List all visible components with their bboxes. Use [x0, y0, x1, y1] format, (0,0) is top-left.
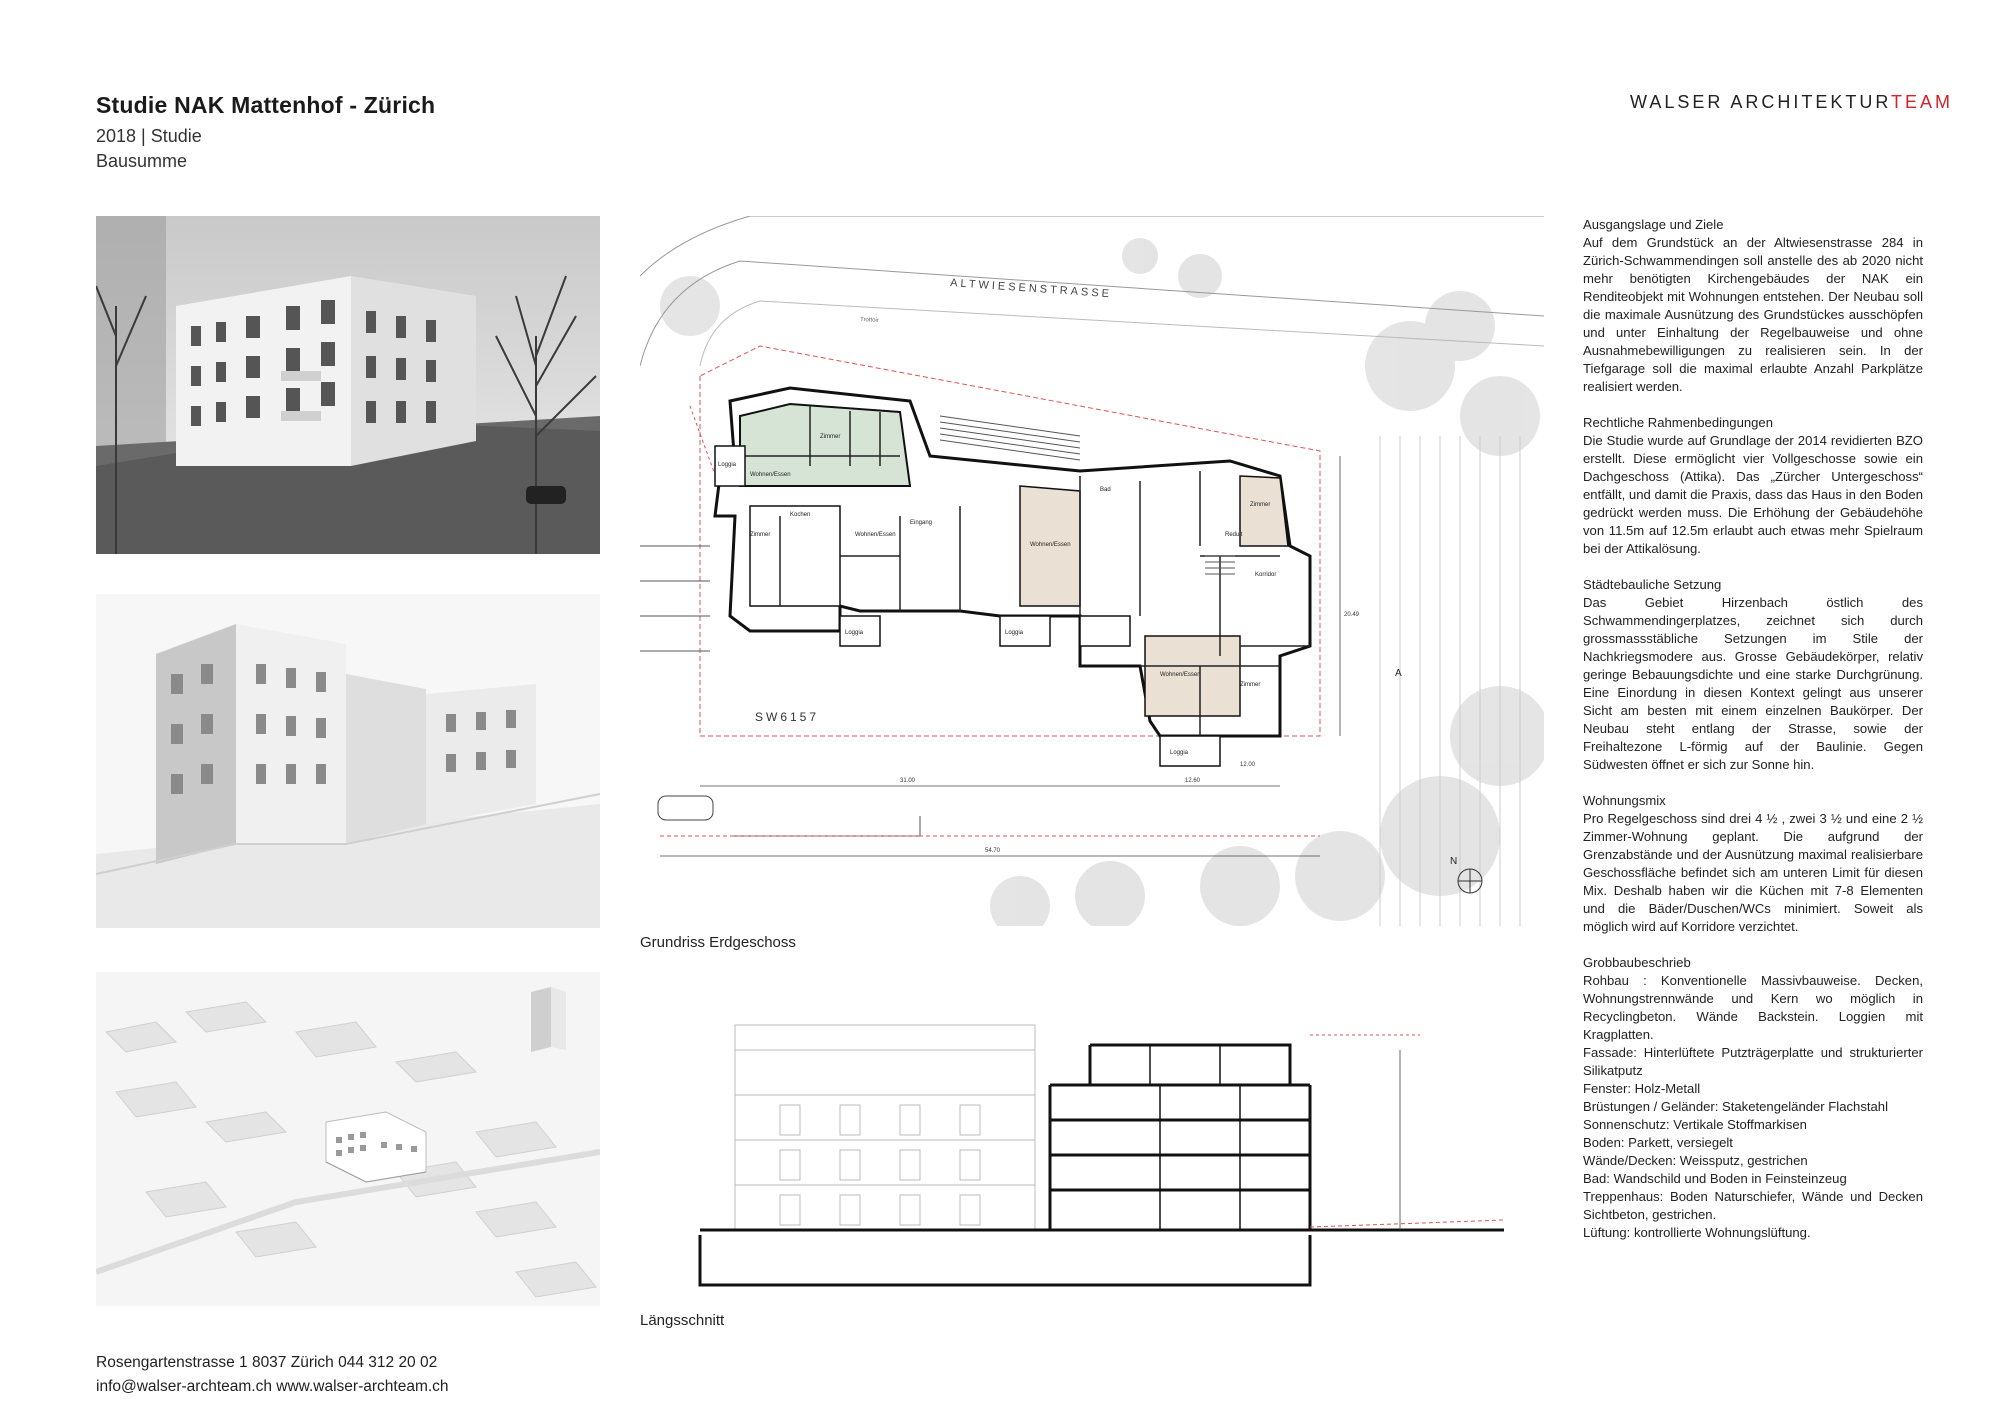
specs-heading: Grobbaubeschrieb — [1583, 955, 1691, 970]
project-subtitle: Bausumme — [96, 151, 188, 171]
street-label: ALTWIESENSTRASSE — [949, 277, 1113, 301]
room-label: Zimmer — [750, 532, 771, 538]
room-label: Eingang — [910, 520, 933, 526]
section-body: Das Gebiet Hirzenbach östlich des Schwammendingerplatzes, zeichnet sich durch grossmassstäbliche Setzungen im Stile der Nachkriegsmodere aus. Grosse Gebäudekörper, relativ geringe Bebauungsdichte und eine starke Durchgrünung. Eine Einordung in diesen Kontext gelingt aus unserer Sicht am besten mit einem einzelnen Baukörper. Der Neubau steht entlang der Strasse, sowie der Freihaltezone L-förmig auf der Baulinie. Gegen Südwesten öffnet er sich zur Sonne hin. — [1583, 595, 1923, 772]
section-heading: Städtebauliche Setzung — [1583, 577, 1722, 592]
room-label: Wohnen/Essen — [1160, 672, 1201, 678]
room-label: Wohnen/Essen — [750, 472, 791, 478]
spec-item: Boden: Parkett, versiegelt — [1583, 1135, 1733, 1150]
dim-label: 31.00 — [900, 778, 916, 784]
brand-logo — [1630, 92, 1953, 113]
room-label: Kochen — [790, 512, 811, 518]
room-label: Loggia — [718, 462, 737, 468]
parcel-label: SW6157 — [755, 710, 820, 724]
spec-item: Brüstungen / Geländer: Staketengeländer Flachstahl — [1583, 1099, 1888, 1114]
dim-label: 12.00 — [1240, 762, 1256, 768]
trottoir-label: Trottoir — [859, 317, 879, 324]
room-label: Zimmer — [820, 434, 841, 440]
section-body: Auf dem Grundstück an der Altwiesenstrasse 284 in Zürich-Schwammendingen soll anstelle des ab 2020 nicht mehr benötigten Kirchengebäudes der NAK ein Renditeobjekt mit Wohnungen entstehen. Der Neubau soll die maximale Ausnützung des Grundstückes ausschöpfen und unter Einhaltung der Regelbauweise und ohne Ausnahmebewilligungen zu realisieren sein. In der Tiefgarage soll die maximal erlaubte Anzahl Parkplätze realisiert werden. — [1583, 235, 1923, 394]
room-label: Reduit — [1225, 532, 1243, 538]
section-heading: Ausgangslage und Ziele — [1583, 217, 1724, 232]
project-meta: 2018 | Studie — [96, 126, 202, 146]
room-label: Loggia — [845, 630, 864, 636]
plan-caption: Grundriss Erdgeschoss — [640, 934, 796, 951]
room-label: Bad — [1100, 487, 1111, 493]
spec-item: Bad: Wandschild und Boden in Feinsteinzeug — [1583, 1171, 1847, 1186]
brand-accent: TEAM — [1891, 92, 1954, 112]
dim-label: 20.49 — [1344, 612, 1360, 618]
spec-item: Fenster: Holz-Metall — [1583, 1081, 1701, 1096]
section-heading: Wohnungsmix — [1583, 793, 1666, 808]
north-label: N — [1450, 856, 1458, 867]
section-body: Die Studie wurde auf Grundlage der 2014 revidierten BZO erstellt. Diese ermöglicht vier Vollgeschosse sowie ein Dachgeschoss (Attika). Das „Zürcher Untergeschoss“ entfällt, und damit die Praxis, dass das Haus in den Boden gedrückt werden muss. Die Erhöhung der Gebäudehöhe von 11.5m auf 12.5m erlaubt auch etwas mehr Spielraum bei der Attikalösung. — [1583, 433, 1923, 556]
room-label: Korridor — [1255, 572, 1277, 578]
description-column — [1583, 216, 1923, 1242]
spec-item: Sonnenschutz: Vertikale Stoffmarkisen — [1583, 1117, 1807, 1132]
page-title: Studie NAK Mattenhof - Zürich — [96, 92, 436, 118]
spec-item: Lüftung: kontrollierte Wohnungslüftung. — [1583, 1225, 1811, 1240]
longitudinal-section — [640, 965, 1504, 1310]
svg-text:A: A — [1395, 668, 1402, 679]
footer-address: Rosengartenstrasse 1 8037 Zürich 044 312 20 02 — [96, 1354, 438, 1371]
room-label: Loggia — [1170, 750, 1189, 756]
street-view-photo — [96, 216, 600, 554]
massing-render — [96, 594, 600, 928]
room-label: Zimmer — [1240, 682, 1261, 688]
room-label: Wohnen/Essen — [855, 532, 896, 538]
spec-item: Fassade: Hinterlüftete Putzträgerplatte und strukturierter Silikatputz — [1583, 1045, 1923, 1078]
room-label: Zimmer — [1250, 502, 1271, 508]
ground-floor-plan — [640, 216, 1544, 926]
brand-main: WALSER ARCHITEKTUR — [1630, 92, 1892, 112]
dim-label: 54.70 — [985, 848, 1001, 854]
dim-label: 12.60 — [1185, 778, 1201, 784]
spec-item: Treppenhaus: Boden Naturschiefer, Wände und Decken Sichtbeton, gestrichen. — [1583, 1189, 1923, 1222]
room-label: Loggia — [1005, 630, 1024, 636]
room-label: Wohnen/Essen — [1030, 542, 1071, 548]
aerial-model — [96, 972, 600, 1306]
section-caption: Längsschnitt — [640, 1312, 725, 1329]
footer-contact: info@walser-archteam.ch www.walser-archteam.ch — [96, 1378, 449, 1395]
section-body: Pro Regelgeschoss sind drei 4 ½ , zwei 3 ½ und eine 2 ½ Zimmer-Wohnung geplant. Die aufgrund der Grenzabstände und der Ausnützung maximal realisierbare Geschossfläche befindet sich am unteren Limit für diesen Mix. Deshalb haben wir die Küchen mit 7-8 Elementen und die Bäder/Duschen/WCs minimiert. Soweit als möglich wird auf Korridore verzichtet. — [1583, 811, 1923, 934]
section-heading: Rechtliche Rahmenbedingungen — [1583, 415, 1773, 430]
spec-item: Rohbau : Konventionelle Massivbauweise. Decken, Wohnungstrennwände und Kern wo möglich in Recyclingbeton. Wände Backstein. Loggien mit Kragplatten. — [1583, 973, 1923, 1042]
spec-item: Wände/Decken: Weissputz, gestrichen — [1583, 1153, 1808, 1168]
